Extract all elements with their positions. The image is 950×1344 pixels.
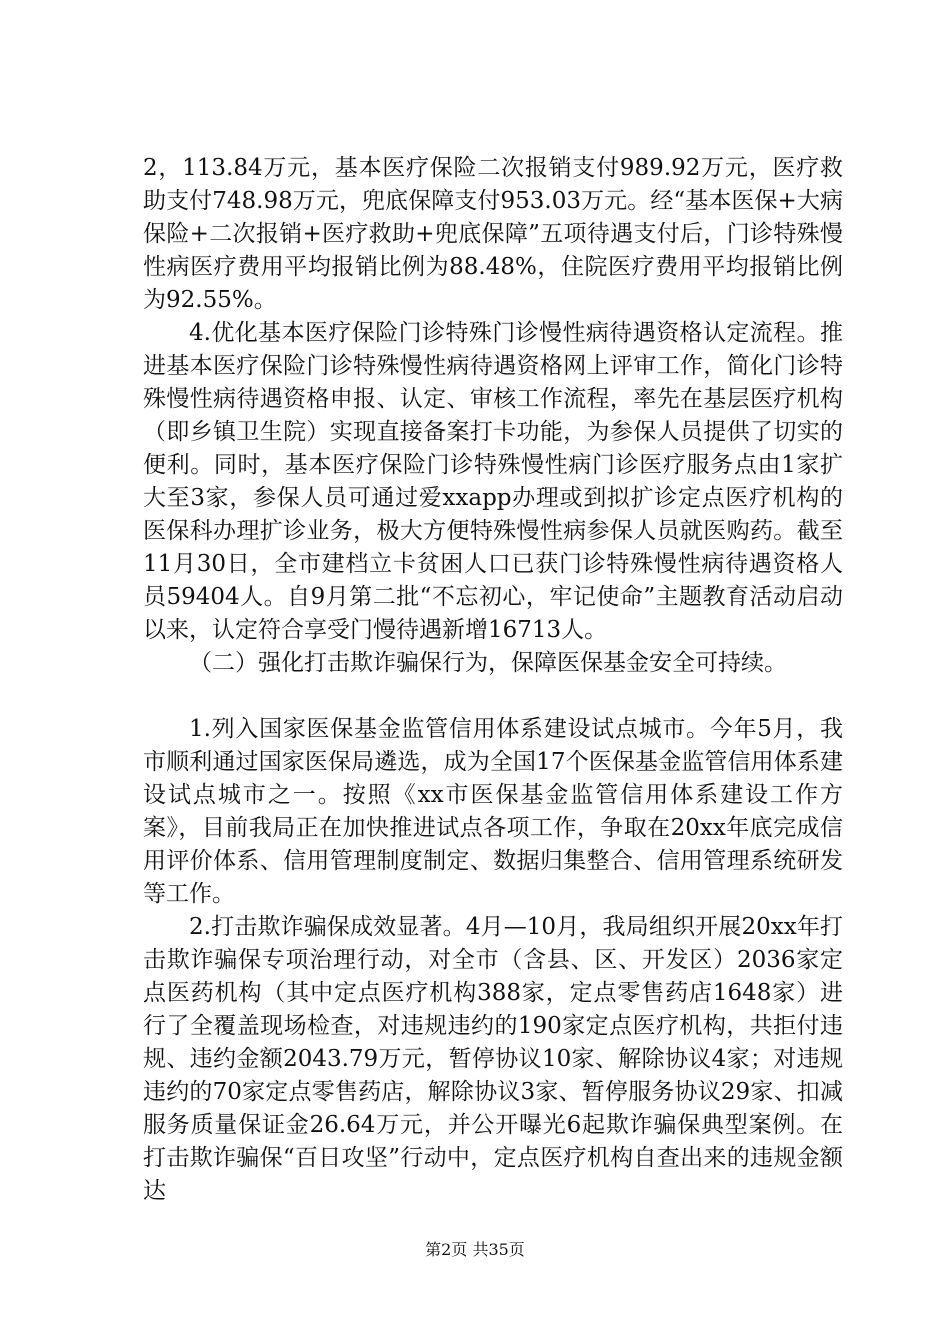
paragraph-item-2: 2.打击欺诈骗保成效显著。4月—10月，我局组织开展20xx年打击欺诈骗保专项治理行动，对全市（含县、区、开发区）2036家定点医药机构（其中定点医疗机构388家，定点零售药店1648家）进行了全覆盖现场检查，对违规违约的190家定点医疗机构，共拒付违规、违约金额2043.79万元，暂停协议10家、解除协议4家；对违规违约的70家定点零售药店，解除协议3家、暂停服务协议29家、扣减服务质量保证金26.64万元，并公开曝光6起欺诈骗保典型案例。在打击欺诈骗保“百日攻坚”行动中，定点医疗机构自查出来的违规金额达 — [143, 914, 843, 1204]
paragraph-item-4: 4.优化基本医疗保险门诊特殊门诊慢性病待遇资格认定流程。推进基本医疗保险门诊特殊慢性病待遇资格网上评审工作，简化门诊特殊慢性病待遇资格申报、认定、审核工作流程，率先在基层医疗机构（即乡镇卫生院）实现直接备案打卡功能，为参保人员提供了切实的便利。同时，基本医疗保险门诊特殊慢性病门诊医疗服务点由1家扩大至3家，参保人员可通过爱xxapp办理或到拟扩诊定点医疗机构的医保科办理扩诊业务，极大方便特殊慢性病参保人员就医购药。截至11月30日，全市建档立卡贫困人口已获门诊特殊慢性病待遇资格人员59404人。自9月第二批“不忘初心，牢记使命”主题教育活动启动以来，认定符合享受门慢待遇新增16713人。 — [143, 320, 843, 643]
document-body — [143, 152, 843, 1208]
paragraph-item-1: 1.列入国家医保基金监管信用体系建设试点城市。今年5月，我市顺利通过国家医保局遴选，成为全国17个医保基金监管信用体系建设试点城市之一。按照《xx市医保基金监管信用体系建设工作方案》，目前我局正在加快推进试点各项工作，争取在20xx年底完成信用评价体系、信用管理制度制定、数据归集整合、信用管理系统研发等工作。 — [143, 716, 843, 907]
section-heading-2: （二）强化打击欺诈骗保行为，保障医保基金安全可持续。 — [189, 650, 787, 676]
paragraph-continued: 2，113.84万元，基本医疗保险二次报销支付989.92万元，医疗救助支付748.98万元，兜底保障支付953.03万元。经“基本医保+大病保险+二次报销+医疗救助+兜底保障”五项待遇支付后，门诊特殊慢性病医疗费用平均报销比例为88.48%，住院医疗费用平均报销比例为92.55%。 — [143, 155, 843, 313]
page-footer: 第2页 共35页 — [425, 1240, 525, 1259]
